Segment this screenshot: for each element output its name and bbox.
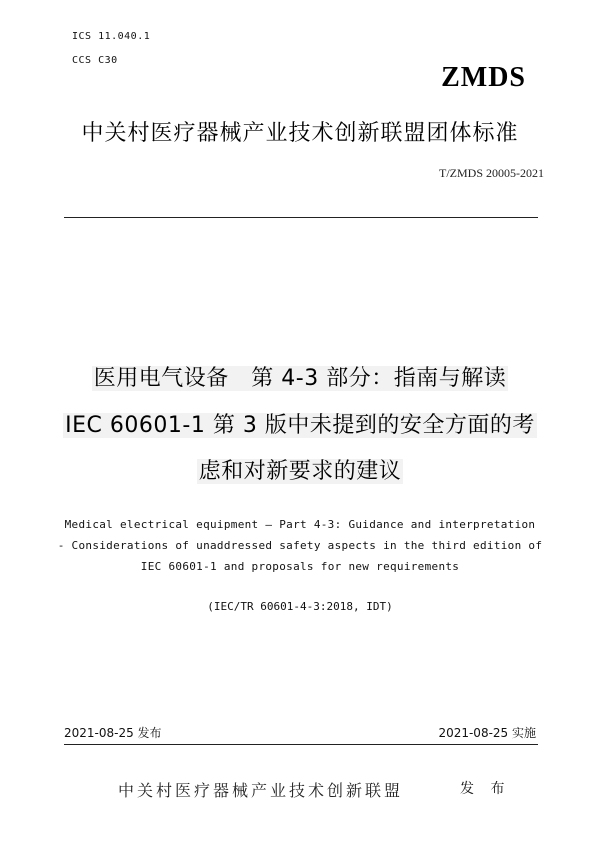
zmds-logo: ZMDS bbox=[441, 62, 526, 93]
adoption-reference: (IEC/TR 60601-4-3:2018, IDT) bbox=[207, 600, 393, 613]
standard-number: T/ZMDS 20005-2021 bbox=[439, 166, 544, 180]
issue-label: 发 布 bbox=[460, 781, 511, 797]
english-title-line-2: - Considerations of unaddressed safety aspects in the third edition of bbox=[57, 539, 543, 552]
ccs-code: CCS C30 bbox=[72, 55, 118, 66]
issuing-organization: 中关村医疗器械产业技术创新联盟 bbox=[118, 781, 404, 800]
chinese-title-line-3 bbox=[0, 454, 600, 485]
english-title-line-1: Medical electrical equipment — Part 4-3: Guidance and interpretation bbox=[64, 518, 536, 531]
header-divider bbox=[64, 217, 538, 218]
chinese-title-line-3-text: 虑和对新要求的建议 bbox=[198, 459, 402, 484]
chinese-title-line-2 bbox=[0, 408, 600, 439]
chinese-title-line-1 bbox=[0, 361, 600, 392]
footer-divider bbox=[64, 744, 538, 745]
organization-title: 中关村医疗器械产业技术创新联盟团体标准 bbox=[81, 121, 519, 146]
chinese-title-line-2-text: IEC 60601-1 第 3 版中未提到的安全方面的考 bbox=[65, 413, 535, 438]
ics-code: ICS 11.040.1 bbox=[72, 31, 151, 42]
publish-date: 2021-08-25 发布 bbox=[64, 726, 162, 740]
chinese-title-line-1-text: 医用电气设备 第 4-3 部分：指南与解读 bbox=[93, 366, 507, 391]
english-title-line-3: IEC 60601-1 and proposals for new requirements bbox=[140, 560, 460, 573]
implement-date: 2021-08-25 实施 bbox=[438, 726, 536, 740]
